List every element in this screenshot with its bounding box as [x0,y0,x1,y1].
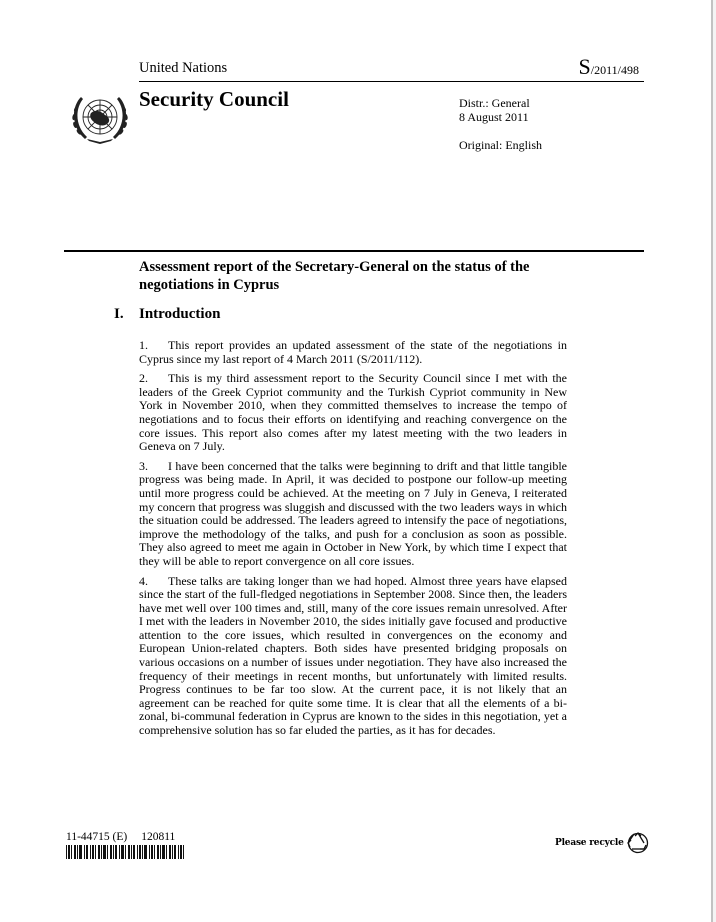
distribution-type: Distr.: General [459,96,530,110]
title-rule [64,250,644,252]
organization-name: United Nations [139,60,228,76]
paragraph-1 [139,339,567,366]
paragraph-4 [139,575,567,738]
symbol-number: /2011/498 [590,63,639,77]
document-title: Assessment report of the Secretary-General on the status of the negotiations in Cyprus [139,259,530,293]
paragraph-number: 2. [139,371,148,386]
document-symbol [579,54,639,80]
document-body [139,339,567,744]
distribution-block [459,96,530,124]
header-rule [139,81,644,82]
barcode-icon [66,845,184,859]
recycle-icon [626,832,650,854]
section-title: Introduction [139,306,221,322]
section-heading [114,306,220,323]
paragraph-2 [139,372,567,454]
paragraph-number: 4. [139,573,148,588]
paragraph-number: 3. [139,458,148,473]
organ-name: Security Council [139,87,289,111]
job-code: 11-44715 (E) [66,831,128,843]
paragraph-text: This is my third assessment report to the Security Council since I met with the leaders of the Greek Cypriot community and the Turkish Cypriot community in New York in November 2010, when they committed themselves to increase the tempo of negotiations and to focus their efforts on identifying and reaching convergence on the core issues. This report also comes after my latest meeting with the two leaders in Geneva on 7 July. [139,371,567,454]
recycle-label: Please recycle [555,838,624,848]
document-date: 8 August 2011 [459,110,529,124]
section-number: I. [114,306,124,322]
paragraph-text: I have been concerned that the talks were beginning to drift and that little tangible progress was being made. In April, it was decided to postpone our follow-up meeting until more progress could be achieved. At the meeting on 7 July in Geneva, I reiterated my concern that progress was sluggish and discussed with the two leaders ways in which the situation could be addressed. The leaders agreed to intensify the pace of negotiations, improve the methodology of the talks, and push for a conclusion as soon as possible. They also agreed to meet me again in October in New York, by which time I expect that they will be able to report convergence on all core issues. [139,458,567,568]
original-language: Original: English [459,138,542,152]
symbol-prefix: S [578,54,591,79]
paragraph-text: This report provides an updated assessment of the state of the negotiations in Cyprus since my last report of 4 March 2011 (S/2011/112). [139,338,567,366]
paragraph-number: 1. [139,338,148,352]
un-emblem-icon [67,89,133,145]
paragraph-text: These talks are taking longer than we had hoped. Almost three years have elapsed since the start of the full-fledged negotiations in September 2008. Since then, the leaders have met well over 100 times and, still, many of the core issues remain unresolved. After I met with the leaders in November 2010, the sides initially gave focused and productive attention to the core issues, which resulted in convergences on the economy and European Union-related chapters. Both sides have presented bridging proposals on various occasions on a number of issues under negotiation. They have also increased the frequency of their meetings in recent months, but unfortunately with limited results. Progress continues to be far too slow. At the current pace, it is not likely that an agreement can be reached for quite some time. It is clear that all the elements of a bi-zonal, bi-communal federation in Cyprus are known to the sides in this negotiation, yet a comprehensive solution has so far eluded the parties, as it has for decades. [139,573,567,738]
job-number [66,831,175,843]
paragraph-3 [139,460,567,569]
print-date: 120811 [141,831,176,843]
recycle-notice [555,832,650,854]
